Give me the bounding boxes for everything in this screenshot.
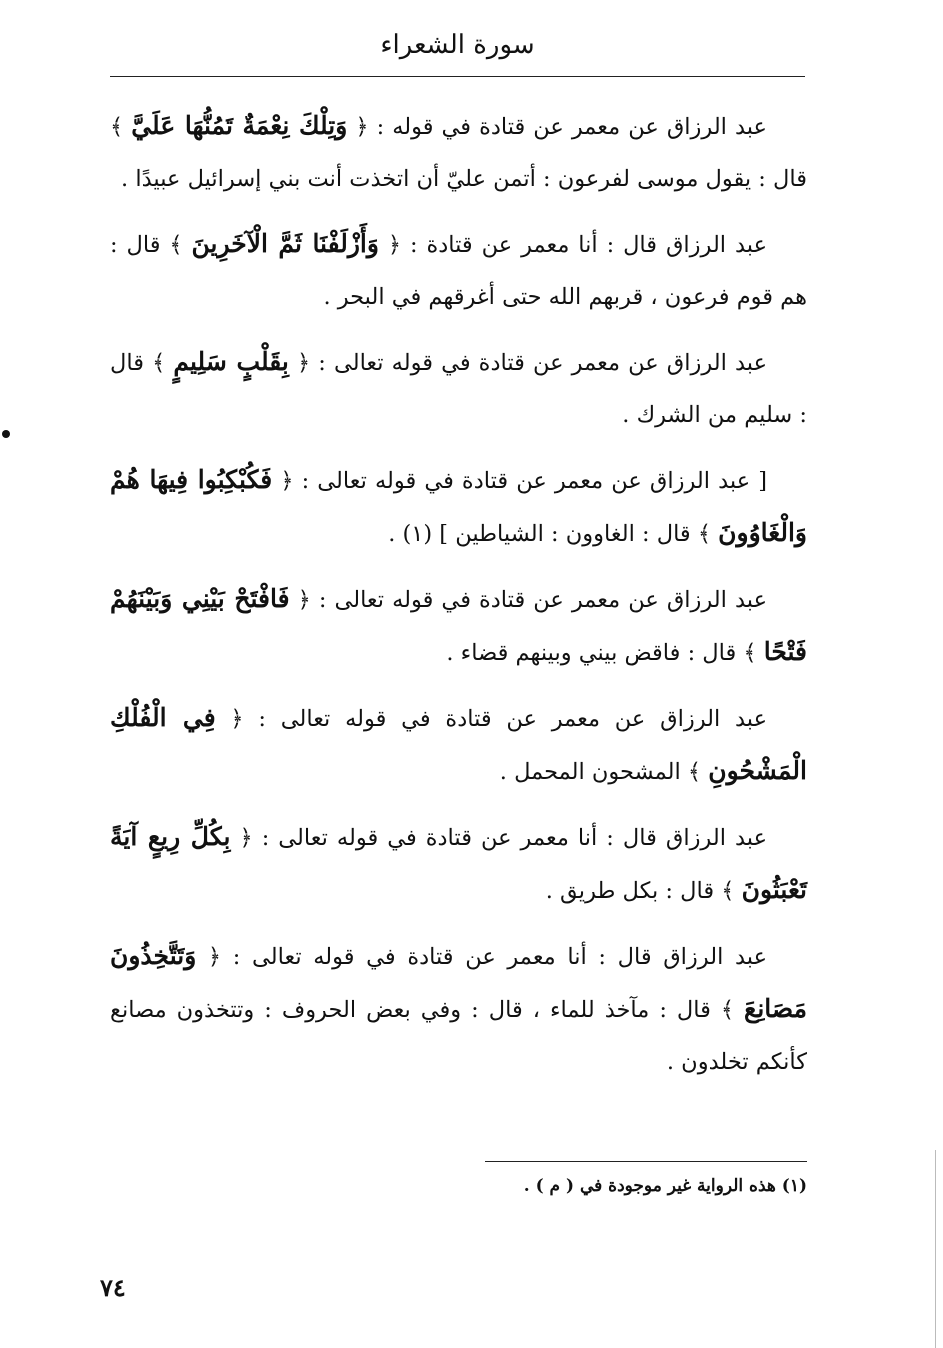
quran-verse: وَتِلْكَ نِعْمَةٌ تَمُنُّهَا عَلَيَّ	[131, 111, 348, 140]
paragraph-8	[110, 930, 807, 1088]
margin-mark	[2, 430, 10, 438]
paragraph-text-after: ﴾ قال : فاقض بيني وبينهم قضاء .	[446, 640, 764, 666]
paragraph-text-after: ﴾ قال : سليم من الشرك .	[110, 350, 807, 428]
quran-verse: بِقَلْبٍ سَلِيمٍ	[173, 347, 289, 376]
page-number: ٧٤	[100, 1273, 126, 1302]
paragraph-text-after: ﴾ قال : الغاوون : الشياطين ] (١) .	[388, 521, 719, 547]
paragraph-6	[110, 692, 807, 798]
paragraph-4	[110, 454, 807, 560]
paragraph-text-before: عبد الرزاق قال : أنا معمر عن قتادة : ﴿	[378, 232, 767, 258]
header-rule	[110, 76, 805, 77]
paragraph-text-before: عبد الرزاق قال : أنا معمر عن قتادة في قوله تعالى : ﴿	[196, 944, 767, 970]
paragraph-text-after: ﴾ قال : بكل طريق .	[545, 878, 742, 904]
footnote: (١) هذه الرواية غير موجودة في ( م ) .	[523, 1176, 807, 1196]
paragraph-2	[110, 218, 807, 323]
paragraph-text-before: عبد الرزاق عن معمر عن قتادة في قوله تعالى : ﴿	[288, 350, 767, 376]
scan-edge-line	[935, 1150, 936, 1348]
paragraph-text-after: ﴾ قال : مآخذ للماء ، قال : وفي بعض الحروف : وتتخذون مصانع كأنكم تخلدون .	[110, 997, 807, 1075]
page-body	[110, 100, 807, 1101]
paragraph-1	[110, 100, 807, 205]
paragraph-text-before: عبد الرزاق عن معمر عن قتادة في قوله : ﴿	[347, 114, 767, 140]
quran-verse: فِي الْفُلْكِ الْمَشْحُونِ	[110, 703, 807, 785]
paragraph-text-before: [ عبد الرزاق عن معمر عن قتادة في قوله تعالى : ﴿	[272, 468, 767, 494]
paragraph-text-after: ﴾ المشحون المحمل .	[499, 759, 709, 785]
quran-verse: وَتَتَّخِذُونَ مَصَانِعَ	[110, 941, 807, 1023]
quran-verse: وَأَزْلَفْنَا ثَمَّ الْآخَرِينَ	[191, 229, 379, 258]
quran-verse: فَافْتَحْ بَيْنِي وَبَيْنَهُمْ فَتْحًا	[110, 584, 807, 666]
footnote-rule	[485, 1161, 807, 1162]
paragraph-text-before: عبد الرزاق عن معمر عن قتادة في قوله تعالى : ﴿	[215, 706, 768, 732]
paragraph-text-before: عبد الرزاق عن معمر عن قتادة في قوله تعالى : ﴿	[289, 587, 767, 613]
paragraph-text-after: ﴾ قال : هم قوم فرعون ، قربهم الله حتى أغرقهم في البحر .	[110, 232, 807, 310]
paragraph-7	[110, 811, 807, 917]
quran-verse: بِكُلِّ رِيعٍ آيَةً تَعْبَثُونَ	[110, 822, 807, 904]
paragraph-text-after: ﴾ قال : يقول موسى لفرعون : أتمن عليّ أن اتخذت أنت بني إسرائيل عبيدًا .	[110, 114, 807, 192]
paragraph-5	[110, 573, 807, 679]
running-head-title: سورة الشعراء	[380, 30, 535, 60]
quran-verse: فَكُبْكِبُوا فِيهَا هُمْ وَالْغَاوُونَ	[110, 465, 807, 547]
paragraph-3	[110, 336, 807, 441]
paragraph-text-before: عبد الرزاق قال : أنا معمر عن قتادة في قوله تعالى : ﴿	[230, 825, 767, 851]
